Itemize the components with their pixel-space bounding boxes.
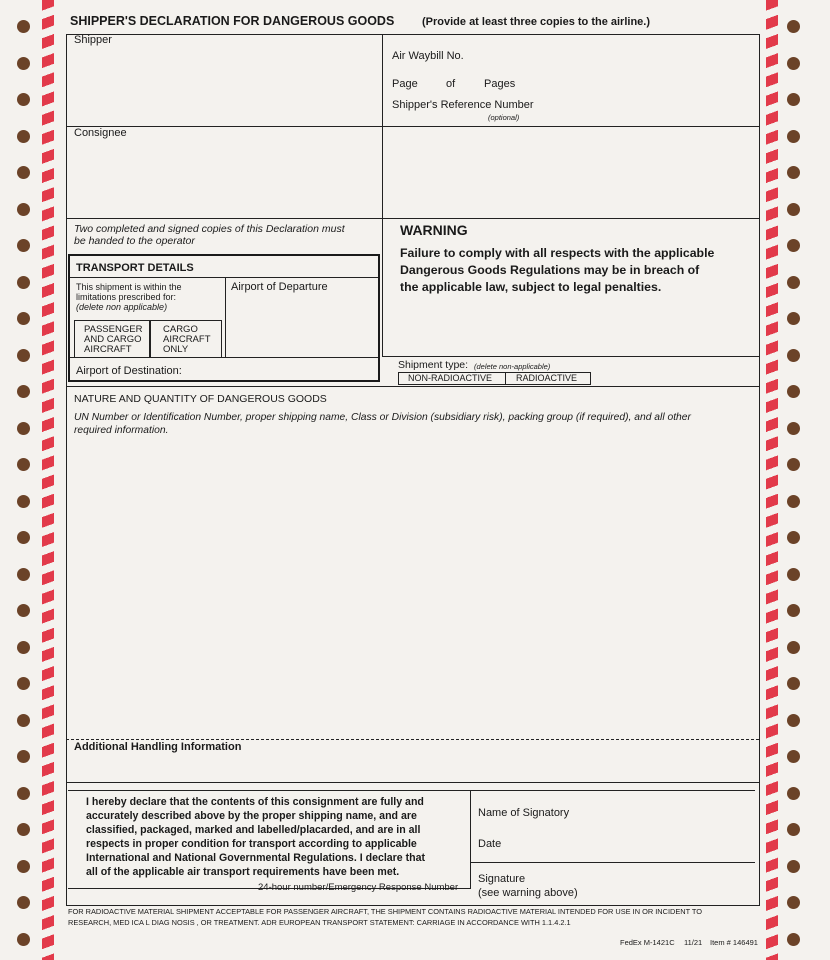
tractor-hole: [787, 458, 800, 471]
tractor-hole: [787, 312, 800, 325]
tractor-hole: [787, 933, 800, 946]
tractor-hole: [787, 896, 800, 909]
tractor-hole: [787, 166, 800, 179]
left-red-stripe: [42, 0, 54, 960]
warning-line2: Dangerous Goods Regulations may be in breach of: [400, 263, 700, 277]
signatory-name-field[interactable]: [584, 802, 752, 822]
tractor-hole: [17, 166, 30, 179]
departure-label: Airport of Departure: [231, 281, 328, 293]
tractor-hole: [787, 203, 800, 216]
tractor-hole: [17, 203, 30, 216]
declaration-line4: respects in proper condition for transport according to applicable: [86, 838, 417, 850]
tractor-hole: [17, 714, 30, 727]
tractor-hole: [17, 349, 30, 362]
shipper-label: Shipper: [74, 34, 112, 46]
tractor-hole: [787, 385, 800, 398]
tractor-hole: [17, 860, 30, 873]
page-label: Page: [392, 78, 418, 90]
tractor-hole: [17, 20, 30, 33]
tractor-hole: [17, 93, 30, 106]
tractor-hole: [787, 641, 800, 654]
right-red-stripe: [766, 0, 778, 960]
tractor-hole: [17, 568, 30, 581]
air-waybill-label: Air Waybill No.: [392, 50, 464, 62]
signature-label: Signature: [478, 873, 526, 885]
tractor-hole: [787, 422, 800, 435]
shipment-type-label: Shipment type:: [398, 359, 469, 371]
warning-line1: Failure to comply with all respects with the applicable: [400, 246, 715, 260]
tractor-hole: [17, 495, 30, 508]
of-label: of: [446, 78, 456, 90]
nature-line1: UN Number or Identification Number, proper shipping name, Class or Division (subsidiary risk), packing group (if required), and all other: [74, 412, 691, 423]
passenger-line1: PASSENGER: [84, 324, 143, 335]
destination-label: Airport of Destination:: [76, 365, 182, 377]
tractor-hole: [17, 239, 30, 252]
warning-title: WARNING: [400, 222, 468, 238]
tractor-hole: [17, 933, 30, 946]
transport-title: TRANSPORT DETAILS: [76, 262, 194, 274]
tractor-hole: [787, 568, 800, 581]
tractor-hole: [17, 896, 30, 909]
shipment-type-note: (delete non-applicable): [474, 362, 551, 371]
additional-handling-divider: [66, 739, 759, 740]
air-waybill-field[interactable]: [484, 46, 754, 64]
departure-field[interactable]: [230, 296, 376, 354]
date-field[interactable]: [514, 832, 752, 852]
tractor-hole: [17, 641, 30, 654]
tractor-hole: [17, 385, 30, 398]
cargo-line1: CARGO: [163, 324, 198, 335]
tractor-hole: [17, 312, 30, 325]
tractor-hole: [17, 57, 30, 70]
destination-field[interactable]: [186, 361, 376, 379]
tractor-hole: [17, 750, 30, 763]
tractor-hole: [787, 677, 800, 690]
emergency-number-label: 24-hour number/Emergency Response Number: [258, 882, 459, 893]
tractor-hole: [17, 276, 30, 289]
tractor-hole: [787, 130, 800, 143]
declaration-line2: accurately described above by the proper shipping name, and are: [86, 810, 417, 822]
tractor-hole: [17, 604, 30, 617]
consignee-field[interactable]: [68, 142, 378, 216]
form-number: FedEx M-1421C: [620, 938, 675, 947]
passenger-line3: AIRCRAFT: [84, 344, 132, 355]
limits-line3: (delete non applicable): [76, 302, 168, 312]
warning-line3: the applicable law, subject to legal penalties.: [400, 280, 662, 294]
tractor-hole: [787, 276, 800, 289]
operator-note-line1: Two completed and signed copies of this Declaration must: [74, 223, 345, 235]
cargo-line2: AIRCRAFT: [163, 334, 211, 345]
tractor-hole: [787, 750, 800, 763]
nature-title: NATURE AND QUANTITY OF DANGEROUS GOODS: [74, 393, 327, 405]
tractor-hole: [787, 531, 800, 544]
cargo-line3: ONLY: [163, 344, 189, 355]
declaration-line5: International and National Governmental Regulations. I declare that: [86, 852, 426, 864]
tractor-hole: [17, 677, 30, 690]
form-title: SHIPPER'S DECLARATION FOR DANGEROUS GOODS: [70, 14, 395, 28]
tractor-hole: [787, 349, 800, 362]
declaration-line3: classified, packaged, marked and labelled/placarded, and are in all: [86, 824, 421, 836]
form-date: 11/21: [684, 938, 703, 947]
tractor-hole: [787, 860, 800, 873]
copies-note: (Provide at least three copies to the airline.): [422, 16, 651, 28]
non-radioactive-label: NON-RADIOACTIVE: [408, 373, 493, 383]
reference-label: Shipper's Reference Number: [392, 99, 534, 111]
right-tractor-strip: [782, 0, 806, 960]
tractor-hole: [787, 20, 800, 33]
declaration-line1: I hereby declare that the contents of this consignment are fully and: [86, 796, 424, 808]
tractor-hole: [17, 531, 30, 544]
additional-handling-field[interactable]: [70, 756, 754, 780]
additional-handling-label: Additional Handling Information: [74, 741, 242, 753]
tractor-hole: [787, 787, 800, 800]
tractor-hole: [787, 714, 800, 727]
tractor-hole: [787, 93, 800, 106]
tractor-hole: [17, 422, 30, 435]
tractor-hole: [17, 787, 30, 800]
footer-line2: RESEARCH, MED ICA L DIAG NOSIS , OR TREATMENT. ADR EUROPEAN TRANSPORT STATEMENT: CARRIAGE IN ACCORDANCE WITH 1.1.4.2.1: [68, 918, 571, 927]
tractor-hole: [787, 604, 800, 617]
passenger-line2: AND CARGO: [84, 334, 142, 345]
radioactive-label: RADIOACTIVE: [516, 373, 578, 383]
tractor-hole: [787, 495, 800, 508]
reference-optional: (optional): [488, 113, 520, 122]
item-number: Item # 146491: [710, 938, 758, 947]
declaration-line6: all of the applicable air transport requirements have been met.: [86, 866, 400, 878]
tractor-hole: [17, 458, 30, 471]
operator-note-line2: be handed to the operator: [74, 235, 195, 247]
tractor-hole: [787, 57, 800, 70]
pages-label: Pages: [484, 78, 516, 90]
tractor-hole: [17, 823, 30, 836]
declaration-form: [64, 12, 762, 948]
shipper-field[interactable]: [68, 48, 378, 124]
nature-line2: required information.: [74, 425, 169, 436]
consignee-label: Consignee: [74, 127, 127, 139]
limits-line2: limitations prescribed for:: [76, 292, 177, 302]
signature-note: (see warning above): [478, 887, 578, 899]
tractor-hole: [17, 130, 30, 143]
nature-quantity-field[interactable]: [70, 442, 754, 734]
footer-line1: FOR RADIOACTIVE MATERIAL SHIPMENT ACCEPTABLE FOR PASSENGER AIRCRAFT, THE SHIPMENT CONTAINS RADIOACTIVE MATERIAL INTENDED FOR USE IN OR INCIDENT TO: [68, 907, 703, 916]
signatory-name-label: Name of Signatory: [478, 807, 570, 819]
limits-line1: This shipment is within the: [76, 282, 182, 292]
tractor-hole: [787, 239, 800, 252]
signature-field[interactable]: [584, 868, 752, 898]
left-tractor-strip: [12, 0, 36, 960]
tractor-hole: [787, 823, 800, 836]
date-label: Date: [478, 838, 502, 850]
